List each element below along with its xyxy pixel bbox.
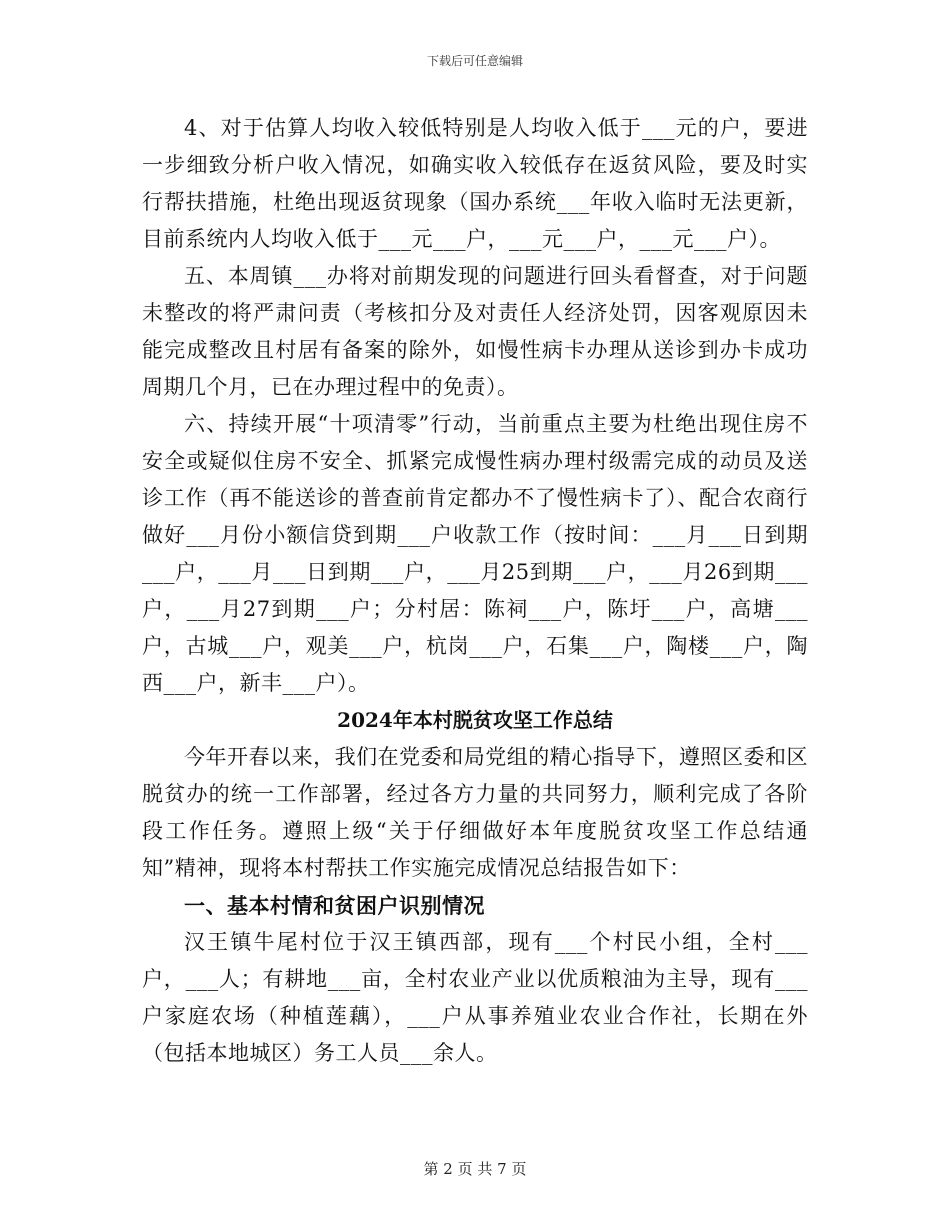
article-intro: 今年开春以来，我们在党委和局党组的精心指导下，遵照区委和区脱贫办的统一工作部署，经过各方力量的共同努力，顺利完成了各阶段工作任务。遵照上级“关于仔细做好本年度脱贫攻坚工作总结通知”精神，现将本村帮扶工作实施完成情况总结报告如下：	[142, 745, 808, 880]
page-number: 第 2 页 共 7 页	[423, 1160, 527, 1178]
paragraph-item-5: 五、本周镇___办将对前期发现的问题进行回头看督查，对于问题未整改的将严肃问责（考核扣分及对责任人经济处罚，因客观原因未能完成整改且村居有备案的除外，如慢性病卡办理从送诊到办卡成功周期几个月，已在办理过程中的免责）。	[142, 264, 808, 399]
paragraph-item-4: 4、对于估算人均收入较低特别是人均收入低于___元的户，要进一步细致分析户收入情况，如确实收入较低存在返贫风险，要及时实行帮扶措施，杜绝出现返贫现象（国办系统___年收入临时无法更新，目前系统内人均收入低于___元___户，___元___户，___元___户）。	[142, 116, 808, 251]
document-body	[142, 110, 808, 1072]
section-heading: 一、基本村情和贫困户识别情况	[184, 893, 485, 918]
header-note: 下载后可任意编辑	[426, 54, 523, 68]
section-body: 汉王镇牛尾村位于汉王镇西部，现有___个村民小组，全村___户，___人；有耕地___亩，全村农业产业以优质粮油为主导，现有___户家庭农场（种植莲藕），___户从事养殖业农业合作社，长期在外（包括本地城区）务工人员___余人。	[142, 930, 808, 1065]
article-title: 2024年本村脱贫攻坚工作总结	[337, 708, 613, 732]
paragraph-item-6: 六、持续开展“十项清零”行动，当前重点主要为杜绝出现住房不安全或疑似住房不安全、抓紧完成慢性病办理村级需完成的动员及送诊工作（再不能送诊的普查前肯定都办不了慢性病卡了）、配合农商行做好___月份小额信贷到期___户收款工作（按时间：___月___日到期___户，___月___日到期___户，___月25到期___户，___月26到期___户，___月27到期___户；分村居：陈祠___户，陈圩___户，高塘___户，古城___户，观美___户，杭岗___户，石集___户，陶楼___户，陶西___户，新丰___户）。	[142, 412, 808, 695]
